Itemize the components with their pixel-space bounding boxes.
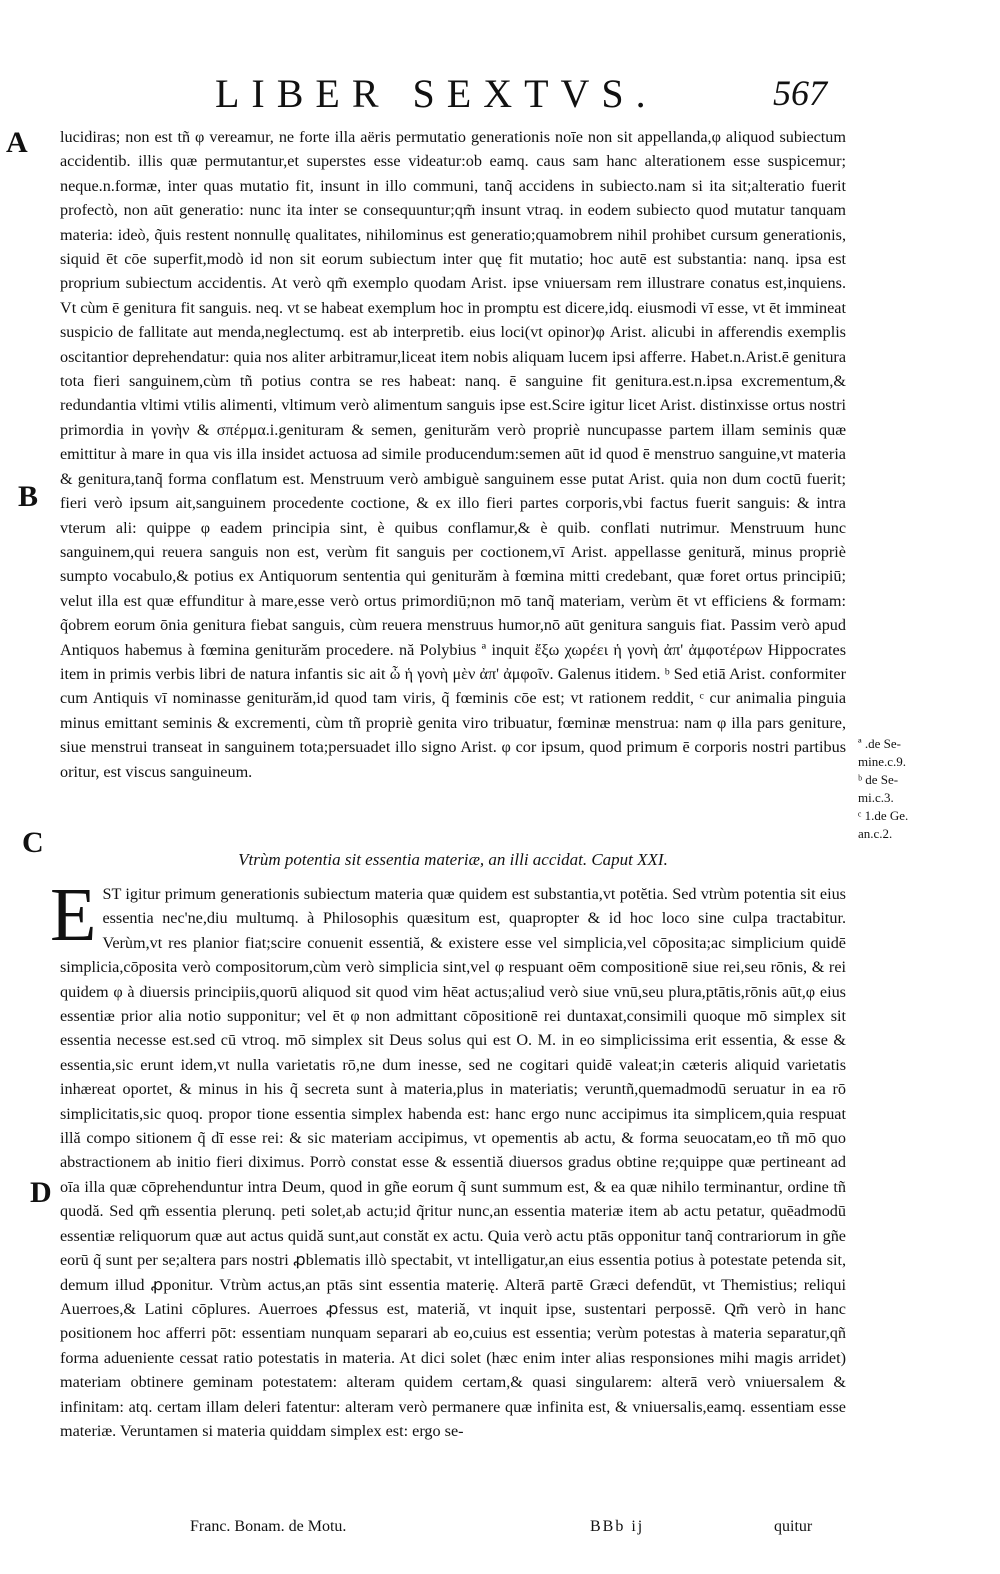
marginal-note: mi.c.3. [858, 790, 894, 805]
body-paragraph-upper: lucidiras; non est tñ φ vereamur, ne forte illa aëris permutatio generationis noīe non sit appellanda,φ aliquod subiectum accidentib. illis quæ permutantur,et superstes esse videatur:ob eamq. caus sam hanc alterationem esse suspicemur; neque.n.formæ, inter quas mutatio fit, insunt in illo communi, tanq̃ accidens in subiecto.nam si ita sit;alteratio fuerit profectò, non aūt generatio: nunc ita inter se consequuntur;qm̃ insunt vtraq. in eodem subiecto quod mutatur tanquam materia: ideò, q̃uis restent nonnullę qualitates, nihilominus est generatio;quamobrem nihil prohibet cursum generationis, siquid ēt cōe superfit,modò id non sit eorum subiectum inter quę fit mutatio; hoc autē est substantia: nanq. ipsa est proprium subiectum accidentis. At verò qm̃ exemplo quodam Arist. ipse vniuersam rem illustrare conatus est,inquiens. Vt cùm ē genitura fit sanguis. neq. vt se habeat exemplum hoc in promptu est dicere,idq. eiusmodi vī esse, vt ēt immineat suspicio de fallitate aut menda,neglectumq. est ab interpretib. eius loci(vt opinor)φ Arist. alicubi in afferendis exemplis oscitantior deprehendatur: quia nos aliter arbitramur,liceat item nobis aliquam lucem ipsi afferre. Habet.n.Arist.ē genitura tota fieri sanguinem,cùm tñ potius contra se res habeat: nanq. ē sanguine fit genitura.est.n.ipsa excrementum,& redundantia vltimi vtilis alimenti, vltimum verò alimentum sanguis ipse est.Scire igitur licet Arist. distinxisse ortus nostri primordia in γονὴν & σπέρμα.i.genituram & semen, geniturăm verò propriè nuncupasse partem illam seminis quæ emittitur à mare in qua vis illa insidet actuosa ad simile producendum:semen aūt id quod ē menstruo sanguine,vt materia & genitura,tanq̃ forma conflatum est. Menstruum verò ambiguè sanguinem esse putat Arist. quia non dum coctū fuerit; fieri verò ipsum ait,sanguinem procedente coctione, & ex illo fieri partes corporis,vbi factus fuerit sanguis: & intra vterum ali: quippe φ eadem principia sint, è quibus conflamur,& è quib. conflati nutrimur. Menstruum hunc sanguinem,qui reuera sanguis non est, verùm fit sanguis per coctionem,vī Arist. appellasse genitură, minus propriè sumpto vocabulo,& potius ex Antiquorum sententia qui geniturăm à fœmina mitti credebant, quæ foret ortus principiū; velut illa est quæ effunditur à mare,esse verò ortus primordiū;non mō tanq̃ materiam, verùm ēt vt efficiens & formam: q̃obrem eorum ōnia genitura fiebat sanguis, cùm reuera menstruus humor,nō aūt genitura sanguis fiat. Passim verò apud Antiquos habemus à fœmina geniturăm procedere. nă Polybius ª inquit ἔξω χωρέει ἡ γονὴ ἀπ' ἀμφοτέρων Hippocrates item in primis verbis libri de natura infantis sic ait ὦ ἡ γονὴ μὲν ἀπ' ἀμφοῖν. Galenus itidem. ᵇ Sed etiā Arist. conformiter cum Antiquis vī nominasse geniturăm,id quod tam viris, q̃ fœminis cōe est; vt rationem reddit, ᶜ cur animalia pinguia minus emittant seminis & excrementi, cùm tñ propriè genita viro tribuatur, fœminæ menstrua: nam φ illa pars geniture, siue menstrui transeat in sanguinem tota;persuadet illo signo Arist. φ cor ipsum, quod primum ē corporis nostri partibus oritur, est viscus sanguineum. [60, 128, 846, 781]
marginal-note: ª .de Se- [858, 736, 901, 751]
body-paragraph-lower: ST igitur primum generationis subiectum materia quæ quidem est substantia,vt potĕtia. Sed vtrùm potentia sit eius essentia nec'ne,diu multumq. à Philosophis quæsitum est, quapropter & id hoc loco sine culpa tractabitur. Verùm,vt res planior fiat;scire conuenit essentiă, & existere esse vel simplicia,vel cōposita;ac simplicium quidē simplicia,cōposita verò compositorum,cùm verò simplicia sint,vel φ respuant oēm compositionē siue rei,seu rōnis, & rei quidem φ à diuersis principiis,quorū aliquod sit quod vim hēat actus;aliud verò siue vnū,seu plura,ptātis,rōnis aūt,φ eius essentiæ prior alia notio supponitur; vel ēt φ non admittant cōpositionē rei duntaxat,consimili quoque mō simplex sit essentia necesse est.sed cū vtroq. mō simplex sit Deus solus qui est O. M. in eo simplicissima erit essentia, & esse & essentia,sic erunt idem,vt nulla varietatis rō,ne dum inesse, sed ne cogitari quidē valeat;in cæteris aliquid varietatis inhæreat oportet, & minus in his q̃ secreta sunt à materia,plus in materiatis; veruntñ,quemadmodū seruatur in ea rō simplicitatis,sic quoq. propor tione essentia simplex habenda est: hanc ergo nunc accipimus ita simplicem,quia respuat illă compo sitionem q̃ dī esse rei: & sic materiam accipimus, vt opementis ab actu, & forma seuocatam,eo tñ mō quo abstractionem ab initio fieri diximus. Porrò constat esse & essentiă diuersos gradus obtine re;quippe quæ pertineant ad oīa illa quæ cōprehenduntur intra Deum, quod in gñe eorum q̃ sunt summum est, & ea quæ nihilo terminantur, ordine tñ quodă. Sed qm̃ essentia plerunq. peti solet,ab actu;id q̃ritur nunc,an essentia materiæ item ab actu petatur, quēadmodū essentiæ reliquorum quæ aut actus quidă sunt,aut constăt ex actu. Quia verò actu ptās opponitur tanq̃ contrariorum in gñe eorū q̃ sunt per se;altera pars nostri ꝓblematis illò spectabit, vt intelligatur,an eius essentia potius à potestate petenda sit, demum illud ꝓponitur. Vtrùm actus,an ptās sint essentia materię. Alterā partē Græci defendūt, vt Themistius; reliqui Auerroes,& Latini cōplures. Auerroes ꝓfessus est, materiă, vt inquit ipse, sustentari perpossē. Qm̃ verò in hanc positionem hoc afferri pōt: essentiam nunquam separari ab eo,cuius est essentia; verùm potestas à materia separatur,qñ forma adueniente cessat ratio potestatis in materia. At dici solet (hæc enim inter alias responsiones mihi magis arridet) materiam obtinere geminam potestatem: alteram quidem certam,& quasi singularem: alterā verò vniuersalem & infinitam: atq. certam illam deleri fatentur: alteram verò permanere quæ infinita est, & vniuersalis,eamq. essentiam esse materiæ. Veruntamen si materia quiddam simplex est: ergo se- [60, 885, 846, 1440]
marginal-note: ᶜ 1.de Ge. [858, 808, 909, 823]
page-number: 567 [773, 73, 827, 113]
margin-letter-a: A [6, 126, 28, 159]
margin-letter-c: C [22, 826, 44, 859]
margin-letter-b: B [18, 480, 39, 513]
running-head: LIBER SEXTVS. [215, 71, 658, 116]
marginal-note: an.c.2. [858, 826, 893, 841]
margin-letter-d: D [30, 1176, 52, 1209]
marginal-note: mine.c.9. [858, 754, 907, 769]
catchword: quitur [774, 1518, 813, 1535]
drop-cap: E [50, 873, 97, 957]
marginal-notes [858, 735, 968, 843]
body-text-lower [50, 873, 846, 1443]
chapter-heading: Vtrùm potentia sit essentia materiæ, an illi accidat. Caput XXI. [238, 850, 668, 869]
body-text-upper [60, 125, 846, 784]
signature-mark: BBb ij [590, 1518, 645, 1535]
marginal-note: ᵇ de Se- [858, 772, 899, 787]
author-signature: Franc. Bonam. de Motu. [190, 1518, 347, 1535]
